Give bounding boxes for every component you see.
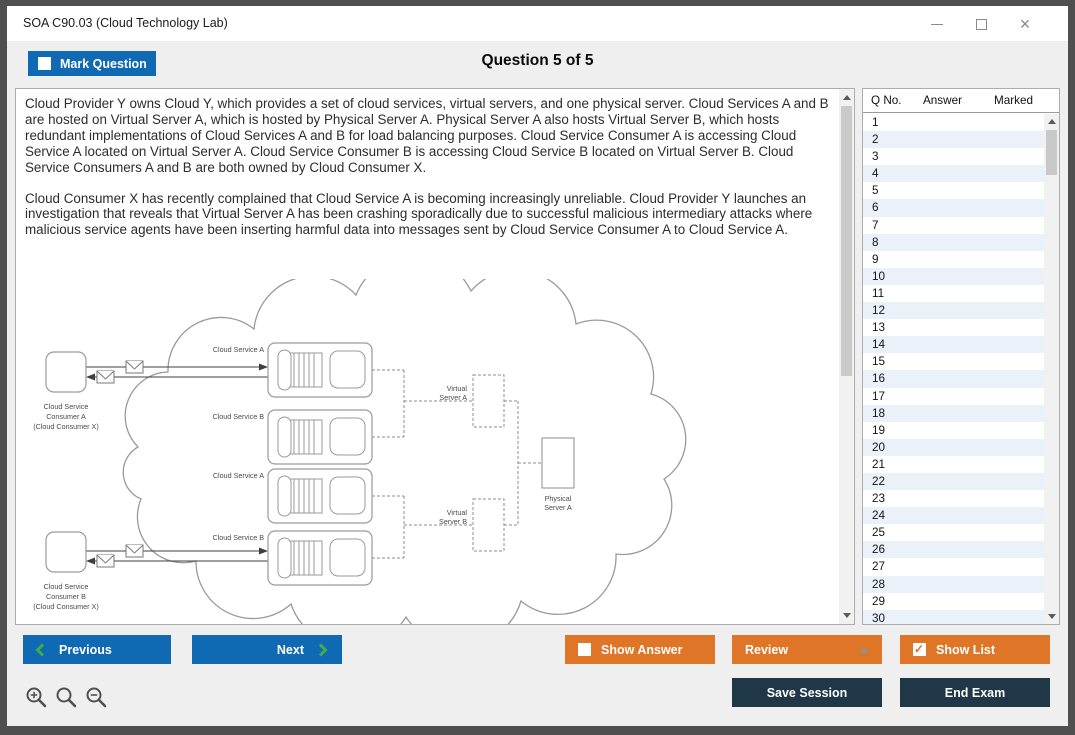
column-header-marked: Marked [994, 94, 1033, 107]
table-row[interactable]: 26 [863, 541, 1044, 558]
service-label: Cloud Service A [212, 345, 264, 354]
table-row[interactable]: 3 [872, 150, 879, 164]
envelope-icon [97, 371, 114, 383]
window-controls [928, 6, 1034, 42]
triangle-up-icon [859, 647, 869, 653]
maximize-icon [976, 19, 987, 30]
question-list-scrollbar[interactable] [1044, 114, 1059, 624]
physical-server-a-label: Physical [544, 494, 572, 503]
end-exam-label: End Exam [944, 685, 1006, 700]
service-box [268, 469, 372, 523]
service-box [268, 531, 372, 585]
table-row[interactable]: 11 [872, 286, 885, 300]
service-label: Cloud Service B [212, 412, 264, 421]
consumer-a-label: (Cloud Consumer X) [33, 422, 99, 431]
question-list-header [863, 89, 1059, 113]
virtual-server-b-label: Server B [439, 517, 467, 526]
envelope-icon [126, 361, 143, 373]
table-row[interactable]: 10 [863, 268, 1044, 285]
next-label: Next [276, 642, 304, 657]
scrollbar-thumb[interactable] [1046, 130, 1057, 175]
zoom-out-icon[interactable] [85, 686, 108, 709]
envelope-icon [97, 555, 114, 567]
table-row[interactable]: 27 [872, 560, 886, 574]
chevron-right-icon [318, 643, 328, 657]
table-row[interactable]: 15 [872, 355, 886, 369]
close-button[interactable] [1016, 15, 1034, 33]
consumer-a-box [46, 352, 86, 392]
zoom-toolbar [25, 686, 108, 709]
table-row[interactable]: 5 [872, 184, 879, 198]
scroll-up-icon[interactable] [1044, 114, 1059, 129]
consumer-b-label: (Cloud Consumer X) [33, 602, 99, 611]
service-label: Cloud Service A [212, 471, 264, 480]
show-list-checkbox[interactable] [913, 643, 926, 656]
question-list-panel [862, 88, 1060, 625]
virtual-server-b-label: Virtual [446, 508, 467, 517]
table-row[interactable]: 17 [872, 389, 886, 403]
consumer-b-box [46, 532, 86, 572]
question-list-body [863, 114, 1044, 624]
zoom-reset-icon[interactable] [55, 686, 78, 709]
virtual-server-a-label: Virtual [446, 384, 467, 393]
mark-question-label: Mark Question [60, 56, 147, 71]
table-row[interactable]: 14 [863, 336, 1044, 353]
table-row[interactable]: 22 [863, 473, 1044, 490]
previous-label: Previous [59, 642, 112, 657]
next-button[interactable] [192, 635, 342, 664]
scroll-down-icon[interactable] [839, 608, 854, 623]
virtual-server-a-label: Server A [439, 393, 467, 402]
table-row[interactable]: 19 [872, 423, 886, 437]
end-exam-button[interactable] [900, 678, 1050, 707]
consumer-b-label: Consumer B [46, 592, 86, 601]
scroll-down-icon[interactable] [1044, 609, 1059, 624]
table-row[interactable]: 12 [863, 302, 1044, 319]
table-row[interactable]: 8 [863, 234, 1044, 251]
service-label: Cloud Service B [212, 533, 264, 542]
table-row[interactable]: 18 [863, 405, 1044, 422]
table-row[interactable]: 25 [872, 526, 886, 540]
question-counter: Question 5 of 5 [481, 52, 594, 69]
maximize-button[interactable] [972, 15, 990, 33]
show-answer-label: Show Answer [601, 642, 683, 657]
question-panel-scrollbar[interactable] [839, 89, 854, 624]
chevron-left-icon [35, 643, 45, 657]
service-box [268, 410, 372, 464]
envelope-icon [126, 545, 143, 557]
close-icon: × [1019, 14, 1031, 34]
table-row[interactable]: 28 [863, 576, 1044, 593]
zoom-in-icon[interactable] [25, 686, 48, 709]
question-paragraph: Cloud Provider Y owns Cloud Y, which provides a set of cloud services, virtual servers, and one physical server. Cloud Services A and B are hosted on Virtual Server A, which is hosted by Physical Server A. Physical Server A also hosts Virtual Server B, which hosts redundant implementations of Cloud Services A and B for load balancing purposes. Cloud Service Consumer A is accessing Cloud Service A located on Virtual Server A. Cloud Service Consumer B is accessing Cloud Service B located on Virtual Server B. Cloud Service Consumers A and B are both owned by Cloud Consumer X. [25, 96, 829, 175]
physical-server-a-label: Server A [544, 503, 572, 512]
show-list-button[interactable] [900, 635, 1050, 664]
table-row[interactable]: 16 [863, 370, 1044, 387]
question-panel [15, 88, 855, 625]
architecture-diagram [16, 279, 836, 625]
minimize-icon [931, 24, 943, 25]
consumer-a-label: Cloud Service [43, 402, 89, 411]
physical-server-a-box [542, 438, 574, 488]
service-box [268, 343, 372, 397]
table-row[interactable]: 7 [872, 218, 879, 232]
table-row[interactable]: 2 [863, 131, 1044, 148]
table-row[interactable]: 29 [872, 594, 886, 608]
show-answer-button[interactable] [565, 635, 715, 664]
minimize-button[interactable] [928, 15, 946, 33]
scrollbar-thumb[interactable] [841, 106, 852, 376]
table-row[interactable]: 21 [872, 457, 886, 471]
arrowhead [86, 374, 95, 381]
consumer-b-label: Cloud Service [43, 582, 89, 591]
title-bar [7, 6, 1068, 42]
show-list-label: Show List [936, 642, 996, 657]
table-row[interactable]: 4 [863, 165, 1044, 182]
window-title: SOA C90.03 (Cloud Technology Lab) [23, 16, 228, 30]
table-row[interactable]: 24 [863, 507, 1044, 524]
app-window [7, 6, 1068, 726]
scroll-up-icon[interactable] [839, 90, 854, 105]
column-header-qno: Q No. [871, 94, 902, 107]
table-row[interactable]: 23 [872, 492, 886, 506]
table-row[interactable]: 20 [863, 439, 1044, 456]
table-row[interactable]: 13 [872, 321, 886, 335]
show-answer-checkbox[interactable] [578, 643, 591, 656]
review-button[interactable] [732, 635, 882, 664]
save-session-label: Save Session [766, 685, 848, 700]
arrowhead [86, 558, 95, 565]
save-session-button[interactable] [732, 678, 882, 707]
review-label: Review [745, 642, 789, 657]
table-row[interactable]: 9 [872, 252, 879, 266]
question-text [25, 96, 830, 253]
question-paragraph: Cloud Consumer X has recently complained that Cloud Service A is becoming increasingly unreliable. Cloud Provider Y launches an investigation that reveals that Virtual Server A has been crashing sporadically due to successful malicious intermediary attacks where malicious service agents have been inserting harmful data into messages sent by Cloud Service Consumer A to Cloud Service A. [25, 190, 813, 238]
table-row[interactable]: 6 [863, 199, 1044, 216]
app-body [7, 42, 1068, 726]
consumer-a-label: Consumer A [46, 412, 86, 421]
previous-button[interactable] [23, 635, 171, 664]
cloud-icon [123, 279, 685, 625]
column-header-answer: Answer [923, 94, 962, 107]
table-row[interactable]: 30 [863, 610, 1044, 624]
table-row[interactable]: 1 [872, 116, 879, 129]
